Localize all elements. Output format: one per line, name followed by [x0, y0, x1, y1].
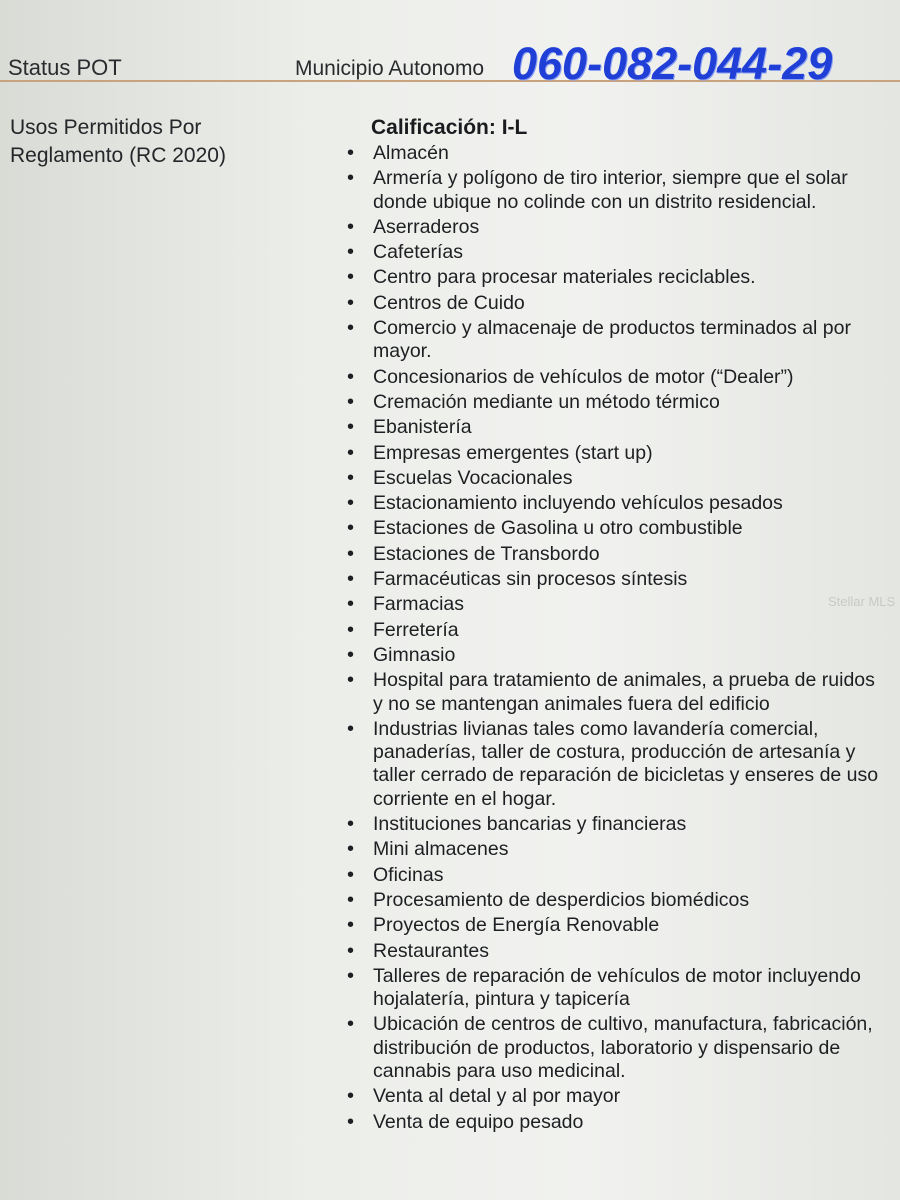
list-item: • Oficinas — [347, 864, 887, 887]
list-item: • Estacionamiento incluyendo vehículos pesados — [347, 492, 887, 515]
municipio-label: Municipio Autonomo — [295, 57, 485, 80]
list-item: • Industrias livianas tales como lavandería comercial, panaderías, taller de costura, producción de artesanía y taller cerrado de reparación de bicicletas y enseres de uso corriente en el hogar. — [347, 718, 887, 811]
list-item: • Armería y polígono de tiro interior, siempre que el solar donde ubique no colinde con un distrito residencial. — [347, 167, 887, 214]
label-line-1: Usos Permitidos Por — [10, 116, 202, 139]
list-item: • Ubicación de centros de cultivo, manufactura, fabricación, distribución de productos, laboratorio y dispensario de cannabis para uso medicinal. — [347, 1013, 887, 1083]
list-item: • Cremación mediante un método térmico — [347, 391, 887, 414]
header-bar — [0, 0, 900, 89]
usos-permitidos-label — [10, 114, 310, 170]
list-item: • Empresas emergentes (start up) — [347, 442, 887, 465]
uses-column — [347, 114, 887, 1136]
list-item: • Instituciones bancarias y financieras — [347, 813, 887, 836]
list-item: • Estaciones de Transbordo — [347, 543, 887, 566]
list-item: • Venta al detal y al por mayor — [347, 1085, 887, 1108]
uses-list — [347, 142, 887, 1134]
list-item: • Mini almacenes — [347, 838, 887, 861]
list-item: • Ferretería — [347, 619, 887, 642]
list-item: • Comercio y almacenaje de productos terminados al por mayor. — [347, 317, 887, 364]
label-line-2: Reglamento (RC 2020) — [10, 144, 226, 167]
list-item: • Ebanistería — [347, 416, 887, 439]
list-item: • Talleres de reparación de vehículos de motor incluyendo hojalatería, pintura y tapicería — [347, 965, 887, 1012]
parcel-number-stamp: 060-082-044-29 — [512, 38, 833, 89]
list-item: • Aserraderos — [347, 216, 887, 239]
status-pot-label: Status POT — [8, 55, 122, 80]
list-item: • Farmacias — [347, 593, 887, 616]
watermark: Stellar MLS — [828, 594, 896, 609]
list-item: • Farmacéuticas sin procesos síntesis — [347, 568, 887, 591]
list-item: • Escuelas Vocacionales — [347, 467, 887, 490]
list-item: • Estaciones de Gasolina u otro combustible — [347, 517, 887, 540]
list-item: • Procesamiento de desperdicios biomédicos — [347, 889, 887, 912]
calificacion-heading: Calificación: I-L — [371, 116, 528, 139]
list-item: • Almacén — [347, 142, 887, 165]
list-item: • Gimnasio — [347, 644, 887, 667]
list-item: • Cafeterías — [347, 241, 887, 264]
list-item: • Centro para procesar materiales reciclables. — [347, 266, 887, 289]
list-item: • Centros de Cuido — [347, 292, 887, 315]
list-item: • Concesionarios de vehículos de motor (“Dealer”) — [347, 366, 887, 389]
list-item: • Hospital para tratamiento de animales, a prueba de ruidos y no se mantengan animales fuera del edificio — [347, 669, 887, 716]
list-item: • Venta de equipo pesado — [347, 1111, 887, 1134]
list-item: • Proyectos de Energía Renovable — [347, 914, 887, 937]
list-item: • Restaurantes — [347, 940, 887, 963]
